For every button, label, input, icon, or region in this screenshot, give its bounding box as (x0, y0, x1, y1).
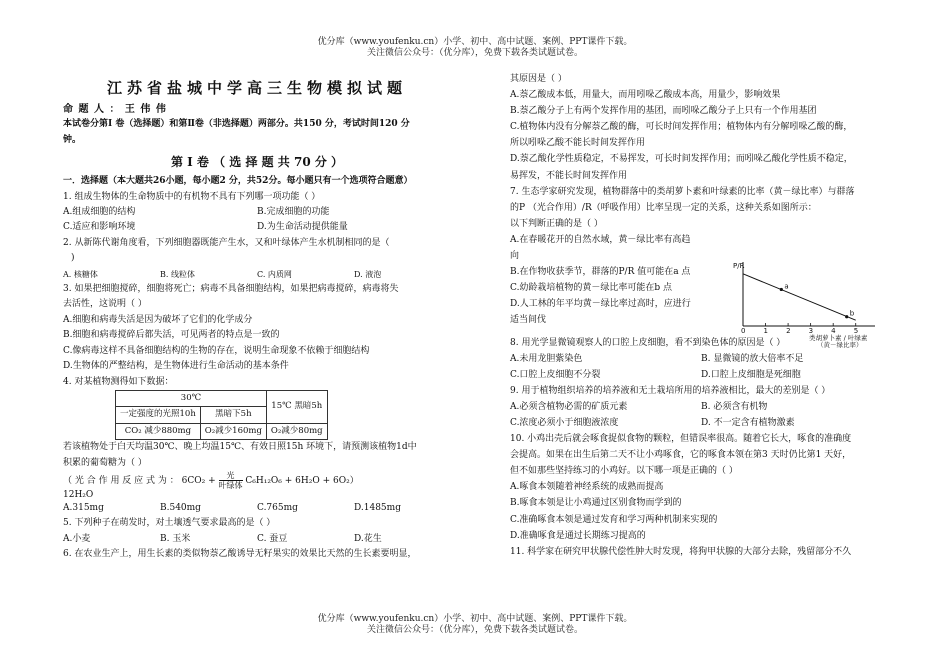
q1-option-b: B.完成细胞的功能 (257, 207, 330, 218)
q4-options (63, 501, 451, 516)
author-line: 命 题 人 ： 王 伟 伟 (63, 104, 167, 115)
q6-option-c: C.植物体内没有分解萘乙酸的酶，可长时间发挥作用；植物体内有分解吲哚乙酸的酶， (510, 122, 853, 133)
q7-option-a: A.在春暖花开的自然水域，黄－绿比率有高趋 (510, 234, 691, 245)
question-3: 3. 如果把细胞搅碎，细胞将死亡；病毒不具备细胞结构，如果把病毒搅碎，病毒将失 (63, 284, 399, 295)
intro-line-1: 本试卷分第Ⅰ 卷（选择题）和第Ⅱ卷（非选择题）两部分。共150 分，考试时间120 分 (63, 119, 410, 130)
q8-options-ab (510, 351, 892, 367)
q10-option-d: D.准确啄食是通过长期练习提高的 (510, 530, 646, 541)
q3-option-d: D.生物体的严整结构，是生物体进行生命活动的基本条件 (63, 361, 289, 372)
q5-option-a: A.小麦 (63, 533, 91, 544)
table-cell: 一定强度的光照10h (116, 407, 201, 423)
q1-option-c: C.适应和影响环境 (63, 222, 136, 233)
table-header-15c: 15℃ 黑暗5h (266, 390, 327, 423)
q1-options-ab (63, 205, 451, 220)
q5-options (63, 532, 451, 547)
y-axis-label: P/R (733, 262, 745, 270)
q3-option-b: B.细胞和病毒搅碎后都失活，可见两者的特点是一致的 (63, 330, 280, 341)
x-tick-label: 2 (786, 327, 791, 335)
q7-option-d: D.人工林的年平均黄－绿比率过高时，应进行 (510, 299, 691, 310)
q8-option-b: B. 显微镜的放大倍率不足 (701, 353, 804, 364)
q7-option-b: B.在作物收获季节，群落的P/R 值可能在a 点 (510, 267, 691, 278)
question-4: 4. 对某植物测得如下数据： (63, 376, 174, 387)
left-column (63, 76, 451, 563)
q7-option-d-cont: 适当间伐 (510, 315, 547, 326)
q2-option-a: A. 核糖体 (63, 269, 98, 279)
q5-option-d: D.花生 (354, 533, 382, 544)
question-3-cont: 去活性，这说明（ ） (63, 299, 147, 310)
x-tick-label: 4 (831, 327, 836, 335)
question-7-prompt: 以下判断正确的是（ ） (510, 218, 603, 229)
question-7-cont: 的P （光合作用）/R（呼吸作用）比率呈现一定的关系，这种关系如图所示： (510, 202, 817, 213)
q3-option-c: C.像病毒这样不具备细胞结构的生物的存在，说明生命现象不依赖于细胞结构 (63, 345, 370, 356)
q10-option-b: B.啄食本领是让小鸡通过区别食物而学到的 (510, 498, 682, 509)
point-a (780, 288, 783, 291)
x-tick-label: 1 (763, 327, 769, 335)
equation-right: C₆H₁₂O₆ + 6H₂O + 6O₂） (245, 475, 359, 486)
arrow-condition-chloroplast: 叶绿体 (218, 480, 243, 490)
table-row (116, 390, 328, 406)
exam-title: 江苏省盐城中学高三生物模拟试题 (106, 79, 407, 97)
trend-line (743, 274, 856, 320)
equation-left: （ 光 合 作 用 反 应 式 为 ： 6CO₂ + (63, 475, 216, 486)
question-2: 2. 从新陈代谢角度看，下列细胞器既能产生水，又和叶绿体产生水机制相同的是（ (63, 237, 390, 248)
table-cell: 黑暗下5h (200, 407, 266, 423)
x-axis-label-line1: 类胡萝卜素 / 叶绿素 (809, 334, 868, 342)
q1-option-d: D.为生命活动提供能量 (257, 222, 348, 233)
q9-option-d: D. 不一定含有植物激素 (701, 417, 795, 428)
q4-option-c: C.765mg (257, 502, 298, 513)
q2-option-c: C. 内质网 (257, 269, 292, 279)
q2-options (63, 267, 451, 282)
q10-option-a: A.啄食本领随着神经系统的成熟而提高 (510, 482, 664, 493)
q9-options-ab (510, 399, 892, 415)
q6-option-b: B.萘乙酸分子上有两个发挥作用的基团，而吲哚乙酸分子上只有一个作用基团 (510, 106, 817, 117)
data-table (115, 390, 328, 440)
photosynthesis-equation (63, 471, 451, 490)
footer-line-1: 优分库（www.youfenku.cn）小学、初中、高中试题、案例、PPT课件下载。 (317, 614, 633, 624)
q6-option-d: D.萘乙酸化学性质稳定，不易挥发，可长时间发挥作用；而吲哚乙酸化学性质不稳定， (510, 154, 853, 165)
q2-option-d: D. 液泡 (354, 269, 382, 279)
question-4-text: 若该植物处于白天均温30℃、晚上均温15℃、有效日照15h 环境下，请预测该植物1d中 (63, 442, 417, 453)
pr-ratio-chart (731, 258, 891, 348)
q8-options-cd (510, 367, 892, 383)
x-axis-label-line2: （黄－绿比率） (817, 341, 863, 348)
q9-option-c: C.浓度必须小于细胞液浓度 (510, 417, 619, 428)
question-5: 5. 下列种子在萌发时，对土壤透气要求最高的是（ ） (63, 518, 276, 529)
arrow-condition-light: 光 (226, 470, 235, 480)
point-label-b: b (849, 309, 855, 318)
q8-option-d: D.口腔上皮细胞是死细胞 (701, 369, 801, 380)
question-7: 7. 生态学家研究发现，植物群落中的类胡萝卜素和叶绿素的比率（黄－绿比率）与群落 (510, 186, 855, 197)
q6-option-c-cont: 所以吲哚乙酸不能长时间发挥作用 (510, 138, 646, 149)
q9-option-a: A.必须含植物必需的矿质元素 (510, 401, 628, 412)
table-cell: CO₂ 减少880mg (116, 423, 201, 439)
question-10: 10. 小鸡出壳后就会啄食捉似食物的颗粒，但错误率很高。随着它长大，啄食的准确度 (510, 434, 852, 445)
question-9: 9. 用于植物组织培养的培养液和无土栽培所用的培养液相比，最大的差别是（ ） (510, 385, 831, 396)
q9-options-cd (510, 415, 892, 431)
footer-line-2: 关注微信公众号：（优分库），免费下载各类试题试卷。 (366, 625, 583, 635)
q5-option-c: C. 蚕豆 (257, 533, 288, 544)
q4-option-a: A.315mg (63, 502, 104, 513)
question-10-cont2: 但不如那些坚持练习的小鸡好。以下哪一项是正确的（ ） (510, 466, 738, 477)
page-footer (0, 614, 950, 636)
page-header (0, 37, 950, 59)
question-11: 11. 科学家在研究甲状腺代偿性肿大时发现，将狗甲状腺的大部分去除，残留部分不久 (510, 546, 852, 557)
header-line-1: 优分库（www.youfenku.cn）小学、初中、高中试题、案例、PPT课件下载。 (317, 37, 633, 47)
q8-option-a: A.未用龙胆紫染色 (510, 353, 583, 364)
question-1: 1. 组成生物体的生命物质中的有机物不具有下列哪一项功能（ ） (63, 191, 321, 202)
q4-option-b: B.540mg (160, 502, 201, 513)
table-cell: O₂减少160mg (200, 423, 266, 439)
q2-option-b: B. 线粒体 (160, 269, 195, 279)
q3-option-a: A.细胞和病毒失活是因为破坏了它们的化学成分 (63, 314, 253, 325)
table-cell: O₂减少80mg (266, 423, 327, 439)
q1-option-a: A.组成细胞的结构 (63, 207, 136, 218)
x-tick-label: 5 (853, 327, 859, 335)
q7-option-c: C.幼龄栽培植物的黄－绿比率可能在b 点 (510, 283, 673, 294)
q8-option-c: C.口腔上皮细胞不分裂 (510, 369, 601, 380)
q6-cont: 其原因是（ ） (510, 74, 567, 84)
q4-option-d: D.1485mg (354, 502, 401, 513)
question-6: 6. 在农业生产上，用生长素的类似物萘乙酸诱导无籽果实的效果比天然的生长素要明显， (63, 549, 417, 560)
x-tick-label: 0 (741, 327, 746, 335)
q9-option-b: B. 必须含有机物 (701, 401, 768, 412)
question-4-text-cont: 积累的葡萄糖为（ ） (63, 457, 147, 468)
question-2-cont: ) (71, 253, 75, 264)
table-row (116, 423, 328, 439)
q6-option-a: A.萘乙酸成本低，用量大，而用吲哚乙酸成本高，用量少，影响效果 (510, 90, 781, 101)
q7-option-a-cont: 向 (510, 251, 520, 262)
q6-option-d-cont: 易挥发，不能长时间发挥作用 (510, 170, 628, 181)
point-label-a: a (784, 282, 789, 291)
section-heading: 第 Ⅰ 卷 （ 选 择 题 共 70 分 ） (170, 155, 344, 170)
question-10-cont1: 会提高。如果在出生后第二天不让小鸡啄食，它的啄食本领在第3 天时仍比第1 天好， (510, 450, 852, 461)
intro-line-2: 钟。 (63, 134, 82, 145)
table-header-30c: 30℃ (116, 390, 267, 406)
q1-options-cd (63, 220, 451, 235)
question-8: 8. 用光学显微镜观察人的口腔上皮细胞，看不到染色体的原因是（ ） (510, 337, 786, 348)
part-instructions: 一．选择题（本大题共26小题，每小题2 分，共52分。每小题只有一个选项符合题意） (63, 176, 413, 187)
x-tick-label: 3 (808, 327, 814, 335)
point-b (845, 315, 848, 318)
header-line-2: 关注微信公众号：（优分库），免费下载各类试题试卷。 (366, 48, 583, 58)
equation-arrow (219, 471, 243, 490)
equation-water: 12H₂O (63, 489, 94, 500)
q10-option-c: C.准确啄食本领是通过发育和学习两种机制来实现的 (510, 514, 718, 525)
q5-option-b: B. 玉米 (160, 533, 191, 544)
